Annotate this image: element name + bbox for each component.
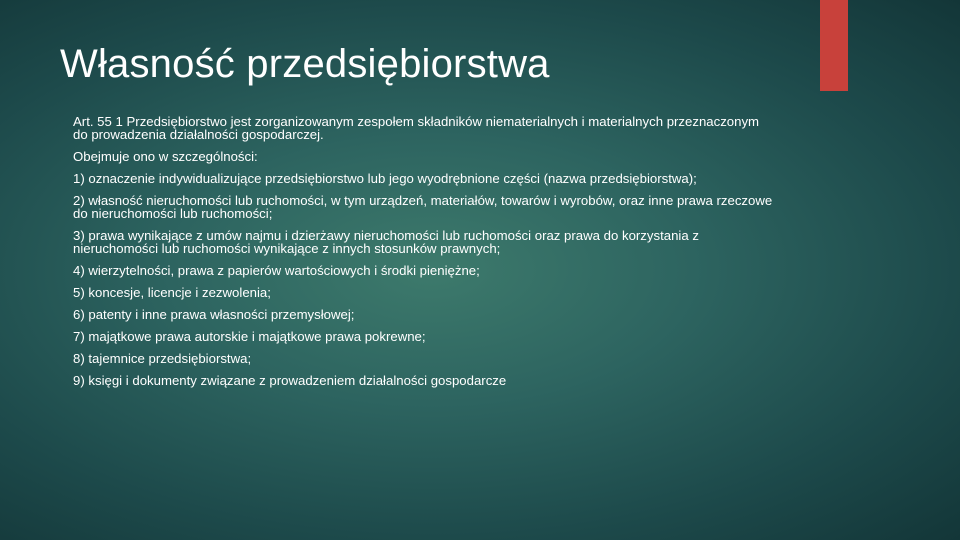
accent-bar — [820, 0, 848, 91]
paragraph-definition: Art. 55 1 Przedsiębiorstwo jest zorganizowanym zespołem składników niematerialnych i materialnych przeznaczonym do prowadzenia działalności gospodarczej. — [73, 114, 760, 142]
list-item-9: 9) księgi i dokumenty związane z prowadzeniem działalności gospodarcze — [73, 373, 507, 388]
list-item-6: 6) patenty i inne prawa własności przemysłowej; — [73, 307, 355, 322]
list-item-4: 4) wierzytelności, prawa z papierów wartościowych i środki pieniężne; — [73, 263, 480, 278]
list-item-2: 2) własność nieruchomości lub ruchomości, w tym urządzeń, materiałów, towarów i wyrobów, oraz inne prawa rzeczowe do nieruchomości lub ruchomości; — [73, 193, 773, 221]
paragraph-intro: Obejmuje ono w szczególności: — [73, 149, 258, 164]
list-item-7: 7) majątkowe prawa autorskie i majątkowe prawa pokrewne; — [73, 329, 426, 344]
list-item-3: 3) prawa wynikające z umów najmu i dzierżawy nieruchomości lub ruchomości oraz prawa do korzystania z nieruchomości lub ruchomości wynikające z innych stosunków prawnych; — [73, 228, 699, 256]
slide-body — [73, 115, 773, 396]
slide-title: Własność przedsiębiorstwa — [60, 42, 550, 86]
list-item-8: 8) tajemnice przedsiębiorstwa; — [73, 351, 252, 366]
list-item-5: 5) koncesje, licencje i zezwolenia; — [73, 285, 271, 300]
list-item-1: 1) oznaczenie indywidualizujące przedsiębiorstwo lub jego wyodrębnione części (nazwa przedsiębiorstwa); — [73, 171, 697, 186]
